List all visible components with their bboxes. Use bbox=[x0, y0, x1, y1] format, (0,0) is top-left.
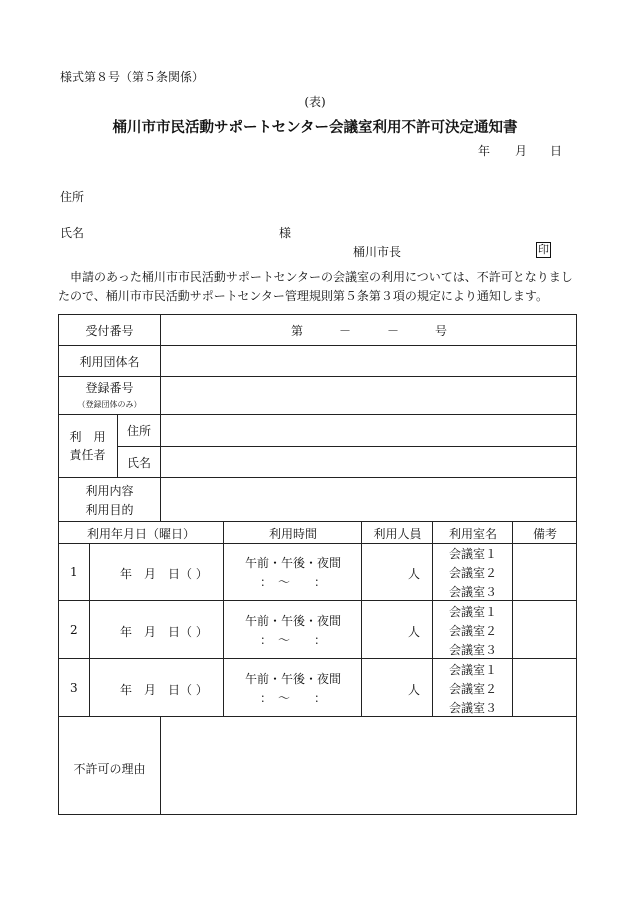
side-label: (表) bbox=[304, 95, 326, 109]
responsible-name-field[interactable] bbox=[161, 447, 577, 477]
row-room-option[interactable]: 会議室１ bbox=[448, 663, 497, 677]
row-time-range[interactable]: ： ～ ： bbox=[259, 633, 326, 647]
column-header-notes: 備考 bbox=[532, 527, 557, 541]
row-room-option[interactable]: 会議室１ bbox=[448, 605, 497, 619]
row-time-slots[interactable]: 午前・午後・夜間 bbox=[244, 672, 341, 686]
row-people-unit: 人 bbox=[408, 567, 421, 581]
registration-number-field[interactable] bbox=[161, 377, 577, 414]
row-number: 3 bbox=[70, 681, 78, 695]
responsible-name-label: 氏名 bbox=[126, 456, 151, 470]
document-title: 桶川市市民活動サポートセンター会議室利用不許可決定通知書 bbox=[112, 120, 518, 136]
seal-mark: 印 bbox=[538, 243, 549, 256]
row-date-field[interactable]: 年 月 日（ ） bbox=[120, 683, 208, 697]
row-people-unit: 人 bbox=[408, 683, 421, 697]
group-name-label: 利用団体名 bbox=[79, 355, 140, 369]
name-label: 氏名 bbox=[60, 226, 85, 240]
column-header-date: 利用年月日（曜日） bbox=[86, 527, 195, 541]
row-time-slots[interactable]: 午前・午後・夜間 bbox=[244, 614, 341, 628]
responsible-person-label: 利 用 責任者 bbox=[69, 430, 106, 462]
row-date-field[interactable]: 年 月 日（ ） bbox=[120, 625, 208, 639]
issuer-label: 桶川市長 bbox=[353, 245, 402, 259]
row-time-slots[interactable]: 午前・午後・夜間 bbox=[244, 556, 341, 570]
column-header-time: 利用時間 bbox=[268, 527, 317, 541]
column-header-people: 利用人員 bbox=[373, 527, 422, 541]
registration-number-note: （登録団体のみ） bbox=[77, 400, 142, 409]
usage-purpose-label: 利用目的 bbox=[85, 503, 134, 517]
receipt-number-field[interactable]: 第 － － 号 bbox=[290, 324, 447, 338]
receipt-number-label: 受付番号 bbox=[85, 324, 134, 338]
row-room-option[interactable]: 会議室３ bbox=[448, 585, 497, 599]
refusal-reason-label: 不許可の理由 bbox=[73, 762, 146, 776]
row-room-option[interactable]: 会議室３ bbox=[448, 643, 497, 657]
row-time-range[interactable]: ： ～ ： bbox=[259, 575, 326, 589]
notice-body-text: 申請のあった桶川市市民活動サポートセンターの会議室の利用については、不許可となりましたので、桶川市市民活動サポートセンター管理規則第５条第３項の規定により通知します。 bbox=[58, 270, 573, 303]
row-room-option[interactable]: 会議室２ bbox=[448, 566, 497, 580]
row-room-option[interactable]: 会議室３ bbox=[448, 701, 497, 715]
registration-number-label: 登録番号 bbox=[85, 381, 134, 395]
group-name-field[interactable] bbox=[161, 346, 577, 376]
form-number: 様式第８号（第５条関係） bbox=[60, 70, 205, 84]
row-date-field[interactable]: 年 月 日（ ） bbox=[120, 567, 208, 581]
usage-content-label: 利用内容 bbox=[85, 484, 134, 498]
row-people-unit: 人 bbox=[408, 625, 421, 639]
date-year: 年 bbox=[478, 144, 491, 158]
row-time-range[interactable]: ： ～ ： bbox=[259, 691, 326, 705]
date-day: 日 bbox=[550, 144, 563, 158]
row-number: 1 bbox=[70, 565, 78, 579]
row-room-option[interactable]: 会議室１ bbox=[448, 547, 497, 561]
responsible-address-field[interactable] bbox=[161, 415, 577, 446]
row-room-option[interactable]: 会議室２ bbox=[448, 682, 497, 696]
responsible-address-label: 住所 bbox=[126, 424, 151, 438]
column-header-room: 利用室名 bbox=[448, 527, 497, 541]
honorific-label: 様 bbox=[279, 226, 292, 240]
refusal-reason-field[interactable] bbox=[161, 717, 577, 815]
date-month: 月 bbox=[515, 144, 528, 158]
usage-content-field[interactable] bbox=[161, 478, 577, 521]
address-label: 住所 bbox=[60, 190, 85, 204]
row-number: 2 bbox=[70, 623, 78, 637]
row-room-option[interactable]: 会議室２ bbox=[448, 624, 497, 638]
